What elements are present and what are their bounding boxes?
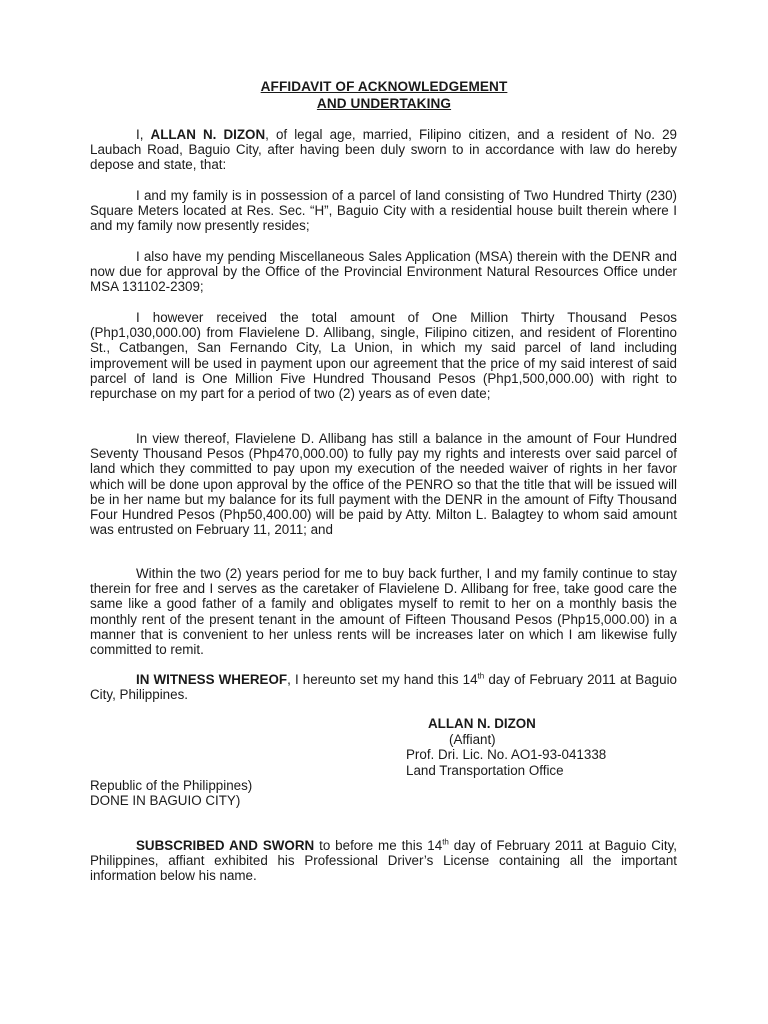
witness-text-b: day of February 2011 at Baguio City, Philippines. bbox=[90, 672, 677, 703]
jurat-ordinal: th bbox=[442, 837, 449, 847]
witness-heading: IN WITNESS WHEREOF bbox=[136, 672, 288, 687]
venue-city: DONE IN BAGUIO CITY) bbox=[90, 793, 241, 808]
signature-name: ALLAN N. DIZON bbox=[428, 716, 536, 731]
signature-license: Prof. Dri. Lic. No. AO1-93-041338 bbox=[406, 747, 607, 762]
venue-country: Republic of the Philippines) bbox=[90, 778, 253, 793]
possession-paragraph: I and my family is in possession of a parcel of land consisting of Two Hundred Thirty (230) Square Meters located at Res. Sec. “H”, Baguio City with a residential house built therein where I and my family now presently resides; bbox=[90, 188, 677, 234]
jurat-text-a: to before me this 14 bbox=[314, 838, 443, 853]
affiant-name-inline: ALLAN N. DIZON bbox=[150, 127, 266, 142]
msa-paragraph: I also have my pending Miscellaneous Sales Application (MSA) therein with the DENR and now due for approval by the Office of the Provincial Environment Natural Resources Office under MSA 131102-2309; bbox=[90, 249, 677, 295]
document-title-line2: AND UNDERTAKING bbox=[316, 96, 452, 111]
signature-office: Land Transportation Office bbox=[406, 763, 564, 778]
opening-rest: , of legal age, married, Filipino citizen, and a resident of No. 29 Laubach Road, Baguio City, after having been duly sworn to in accordance with law do hereby depose and state, that: bbox=[90, 127, 677, 173]
witness-ordinal: th bbox=[477, 671, 485, 681]
document-title-line1: AFFIDAVIT OF ACKNOWLEDGEMENT bbox=[260, 79, 508, 94]
jurat-paragraph bbox=[90, 838, 677, 884]
opening-paragraph bbox=[90, 127, 677, 173]
jurat-heading: SUBSCRIBED AND SWORN bbox=[136, 838, 315, 853]
payment-paragraph: I however received the total amount of One Million Thirty Thousand Pesos (Php1,030,000.00) from Flavielene D. Allibang, single, Filipino citizen, and resident of Florentino St., Catbangen, San Fernando City, La Union, in which my said parcel of land including improvement will be used in payment upon our agreement that the price of my said interest of said parcel of land is One Million Five Hundred Thousand Pesos (Php1,500,000.00) with right to repurchase on my part for a period of two (2) years as of even date; bbox=[90, 310, 677, 402]
buyback-paragraph: Within the two (2) years period for me to buy back further, I and my family continue to stay therein for free and I serves as the caretaker of Flavielene D. Allibang for free, take good care the same like a good father of a family and obligates myself to remit to her on a monthly basis the monthly rent of the present tenant in the amount of Fifteen Thousand Pesos (Php15,000.00) in a manner that is convenient to her unless rents will be increases later on which I am likewise fully committed to remit. bbox=[90, 566, 677, 658]
opening-lead: I, bbox=[136, 127, 151, 142]
jurat-text-b: day of February 2011 at Baguio City, Philippines, affiant exhibited his Professional Driver’s License containing all the important information below his name. bbox=[90, 838, 677, 884]
witness-paragraph bbox=[90, 672, 677, 702]
witness-text-a: , I hereunto set my hand this 14 bbox=[287, 672, 478, 687]
signature-role: (Affiant) bbox=[449, 732, 496, 747]
balance-paragraph: In view thereof, Flavielene D. Allibang has still a balance in the amount of Four Hundred Seventy Thousand Pesos (Php470,000.00) to fully pay my rights and interests over said parcel of land which they committed to pay upon my execution of the needed waiver of rights in her favor which will be done upon approval by the office of the PENRO so that the title that will be issued will be in her name but my balance for its full payment with the DENR in the amount of Fifty Thousand Four Hundred Pesos (Php50,400.00) will be paid by Atty. Milton L. Balagtey to whom said amount was entrusted on February 11, 2011; and bbox=[90, 431, 677, 538]
